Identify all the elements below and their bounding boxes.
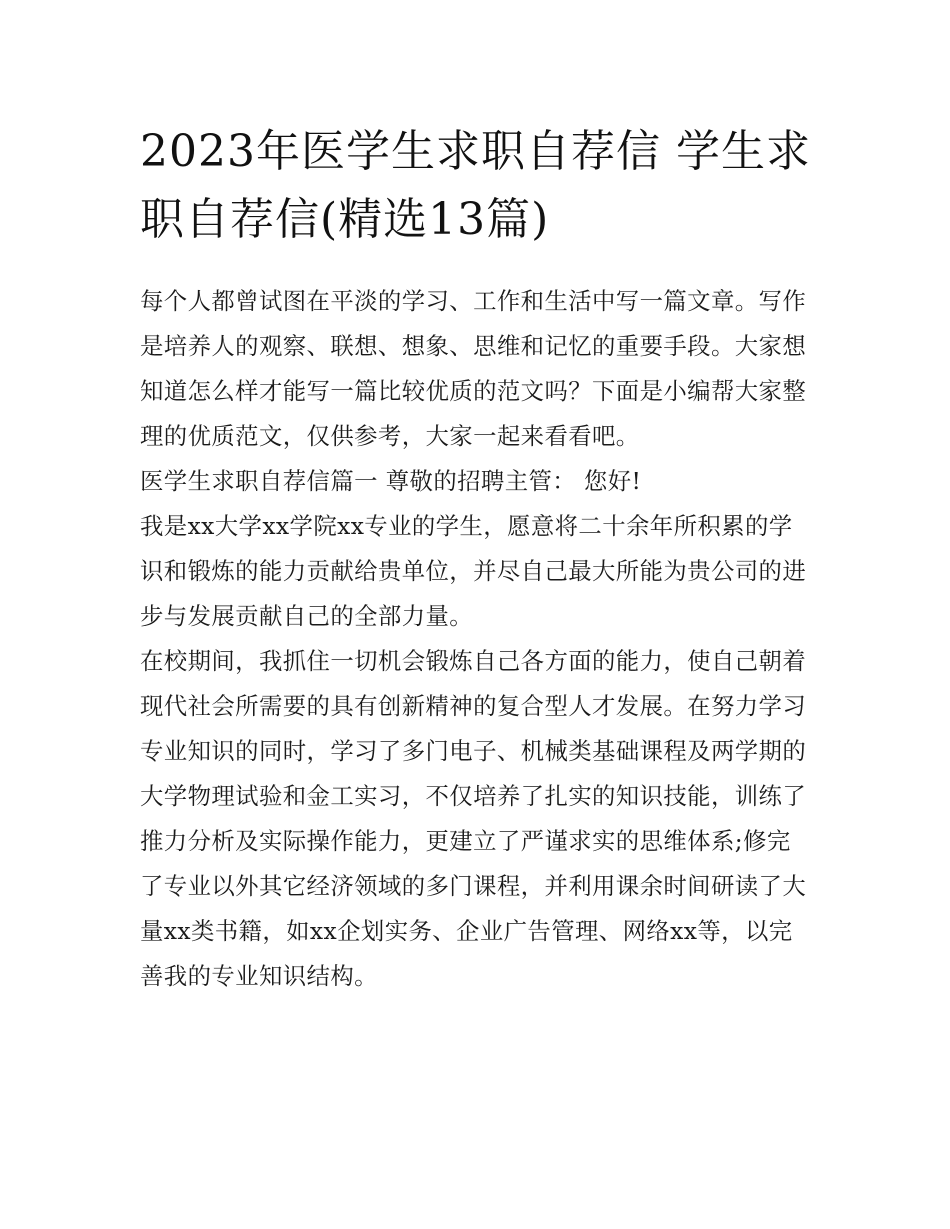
document-body xyxy=(140,279,814,999)
paragraph-self-introduction: 我是xx大学xx学院xx专业的学生，愿意将二十余年所积累的学识和锻炼的能力贡献给贵单位，并尽自己最大所能为贵公司的进步与发展贡献自己的全部力量。 xyxy=(140,512,807,630)
document-title: 2023年医学生求职自荐信 学生求职自荐信(精选13篇) xyxy=(140,126,811,245)
paragraph-school-experience: 在校期间，我抓住一切机会锻炼自己各方面的能力，使自己朝着现代社会所需要的具有创新精神的复合型人才发展。在努力学习专业知识的同时，学习了多门电子、机械类基础课程及两学期的大学物理试验和金工实习，不仅培养了扎实的知识技能，训练了推力分析及实际操作能力，更建立了严谨求实的思维体系;修完了专业以外其它经济领域的多门课程，并利用课余时间研读了大量xx类书籍，如xx企划实务、企业广告管理、网络xx等，以完善我的专业知识结构。 xyxy=(140,647,807,990)
paragraph-intro: 每个人都曾试图在平淡的学习、工作和生活中写一篇文章。写作是培养人的观察、联想、想象、思维和记忆的重要手段。大家想知道怎么样才能写一篇比较优质的范文吗？下面是小编帮大家整理的优质范文，仅供参考，大家一起来看看吧。 xyxy=(140,287,807,450)
paragraph-salutation: 医学生求职自荐信篇一 尊敬的招聘主管： 您好! xyxy=(140,467,642,495)
